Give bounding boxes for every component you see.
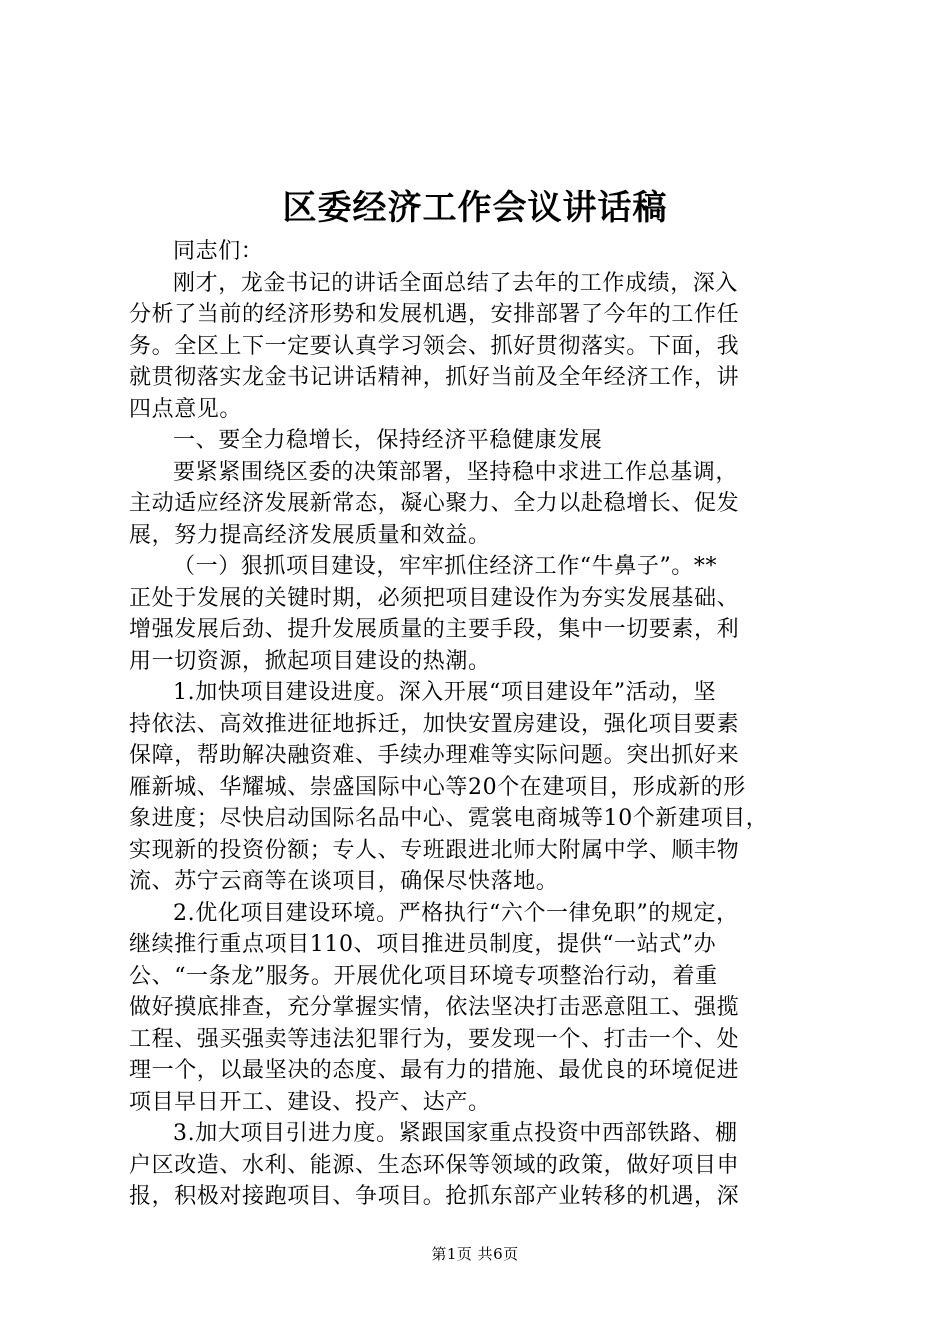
body-line: 雁新城、华耀城、崇盛国际中心等20个在建项目，形成新的形 [129, 774, 746, 800]
document-title: 区委经济工作会议讲话稿 [282, 188, 668, 228]
body-line: 四点意见。 [129, 396, 243, 422]
body-line: 就贯彻落实龙金书记讲话精神，抓好当前及全年经济工作，讲 [129, 365, 740, 390]
body-line: 持依法、高效推进征地拆迁，加快安置房建设，强化项目要素 [129, 711, 740, 737]
body-line: 户区改造、水利、能源、生态环保等领域的政策，做好项目申 [129, 1152, 740, 1178]
body-line: 分析了当前的经济形势和发展机遇，安排部署了今年的工作任 [129, 302, 740, 327]
page-footer: 第1页 共6页 [431, 1245, 519, 1263]
body-line: 一、要全力稳增长，保持经济平稳健康发展 [173, 428, 603, 453]
body-line: 务。全区上下一定要认真学习领会、抓好贯彻落实。下面，我 [129, 333, 740, 359]
body-line: 理一个，以最坚决的态度、最有力的措施、最优良的环境促进 [129, 1058, 740, 1083]
body-line: 工程、强买强卖等违法犯罪行为，要发现一个、打击一个、处 [129, 1026, 740, 1052]
body-line: 项目早日开工、建设、投产、达产。 [129, 1089, 491, 1115]
body-line: 报，积极对接跑项目、争项目。抢抓东部产业转移的机遇，深 [129, 1184, 740, 1209]
body-line: 用一切资源，掀起项目建设的热潮。 [129, 648, 491, 674]
body-line: 3.加大项目引进力度。紧跟国家重点投资中西部铁路、棚 [173, 1121, 738, 1146]
body-line: 1.加快项目建设进度。深入开展“项目建设年”活动，坚 [173, 680, 717, 705]
body-line: 展，努力提高经济发展质量和效益。 [129, 522, 491, 548]
body-line: 做好摸底排查，充分掌握实情，依法坚决打击恶意阻工、强揽 [129, 995, 740, 1020]
body-line: 流、苏宁云商等在谈项目，确保尽快落地。 [129, 869, 559, 894]
body-line: 同志们： [173, 239, 264, 264]
body-line: 刚才，龙金书记的讲话全面总结了去年的工作成绩，深入 [173, 270, 739, 296]
body-line: 主动适应经济发展新常态，凝心聚力、全力以赴稳增长、促发 [129, 491, 740, 516]
body-line: 正处于发展的关键时期，必须把项目建设作为夯实发展基础、 [129, 585, 740, 611]
body-line: 2.优化项目建设环境。严格执行“六个一律免职”的规定， [173, 900, 739, 926]
body-line: 保障，帮助解决融资难、手续办理难等实际问题。突出抓好来 [129, 743, 740, 768]
body-line: 实现新的投资份额；专人、专班跟进北师大附属中学、顺丰物 [129, 837, 740, 863]
document-body [129, 236, 833, 1213]
body-line: 继续推行重点项目110、项目推进员制度，提供“一站式”办 [129, 932, 717, 957]
body-line: 要紧紧围绕区委的决策部署，坚持稳中求进工作总基调， [173, 459, 739, 485]
body-line: （一）狠抓项目建设，牢牢抓住经济工作“牛鼻子”。** [173, 554, 718, 579]
body-line: 象进度；尽快启动国际名品中心、霓裳电商城等10个新建项目， [129, 806, 769, 831]
body-line: 增强发展后劲、提升发展质量的主要手段，集中一切要素，利 [129, 617, 740, 642]
body-line: 公、“一条龙”服务。开展优化项目环境专项整治行动，着重 [129, 963, 718, 989]
